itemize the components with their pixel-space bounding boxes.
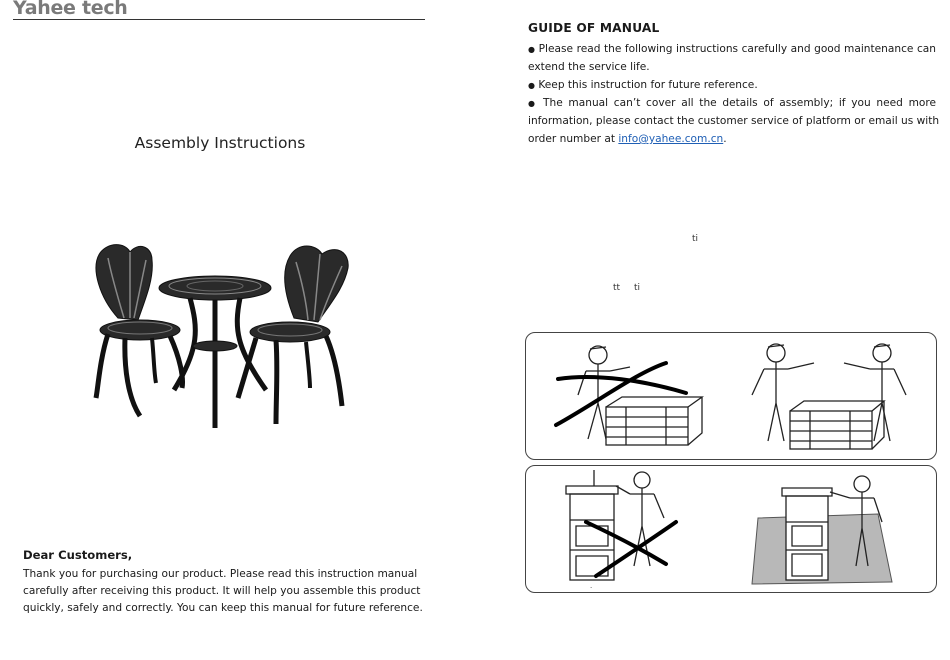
assemble-on-mat-panel	[525, 465, 937, 593]
guide-line-email	[528, 130, 936, 148]
email-suffix: .	[723, 133, 727, 145]
small-mark: .	[590, 582, 593, 590]
stray-mark: ti	[634, 283, 641, 293]
guide-line: Keep this instruction for future reference.	[538, 79, 758, 91]
guide-line: The manual can’t cover all the details of assembly; if you need more	[543, 97, 937, 109]
document-title: Assembly Instructions	[134, 134, 306, 152]
guide-line: Please read the following instructions carefully and good maintenance can	[538, 43, 936, 55]
two-person-lift-illustration	[526, 333, 936, 459]
dear-customers-heading: Dear Customers,	[23, 548, 133, 562]
guide-heading: GUIDE OF MANUAL	[528, 21, 660, 35]
bullet-icon: ●	[528, 45, 536, 54]
dear-customers-paragraph	[23, 566, 423, 617]
header-rule	[13, 19, 425, 20]
brand-logo: Yahee tech	[13, 0, 128, 19]
bullet-icon: ●	[528, 81, 535, 90]
stray-mark: ti	[692, 234, 699, 244]
guide-bullet-1	[528, 40, 936, 59]
guide-line: order number at	[528, 133, 615, 145]
bistro-set-illustration	[80, 238, 360, 438]
guide-line: extend the service life.	[528, 61, 650, 73]
paragraph-line: quickly, safely and correctly. You can keep this manual for future reference.	[23, 602, 423, 614]
guide-bullet-3	[528, 94, 936, 113]
paragraph-line: Thank you for purchasing our product. Please read this instruction manual	[23, 568, 418, 580]
guide-line: information, please contact the customer service of platform or email us with	[528, 115, 940, 127]
guide-bullet-2	[528, 76, 936, 95]
two-person-lift-panel	[525, 332, 937, 460]
bullet-icon: ●	[528, 99, 538, 108]
paragraph-line: carefully after receiving this product. It will help you assemble this product	[23, 585, 421, 597]
assemble-on-mat-illustration	[526, 466, 936, 592]
support-email-link[interactable]: info@yahee.com.cn	[618, 133, 724, 145]
stray-mark: tt	[613, 283, 621, 293]
